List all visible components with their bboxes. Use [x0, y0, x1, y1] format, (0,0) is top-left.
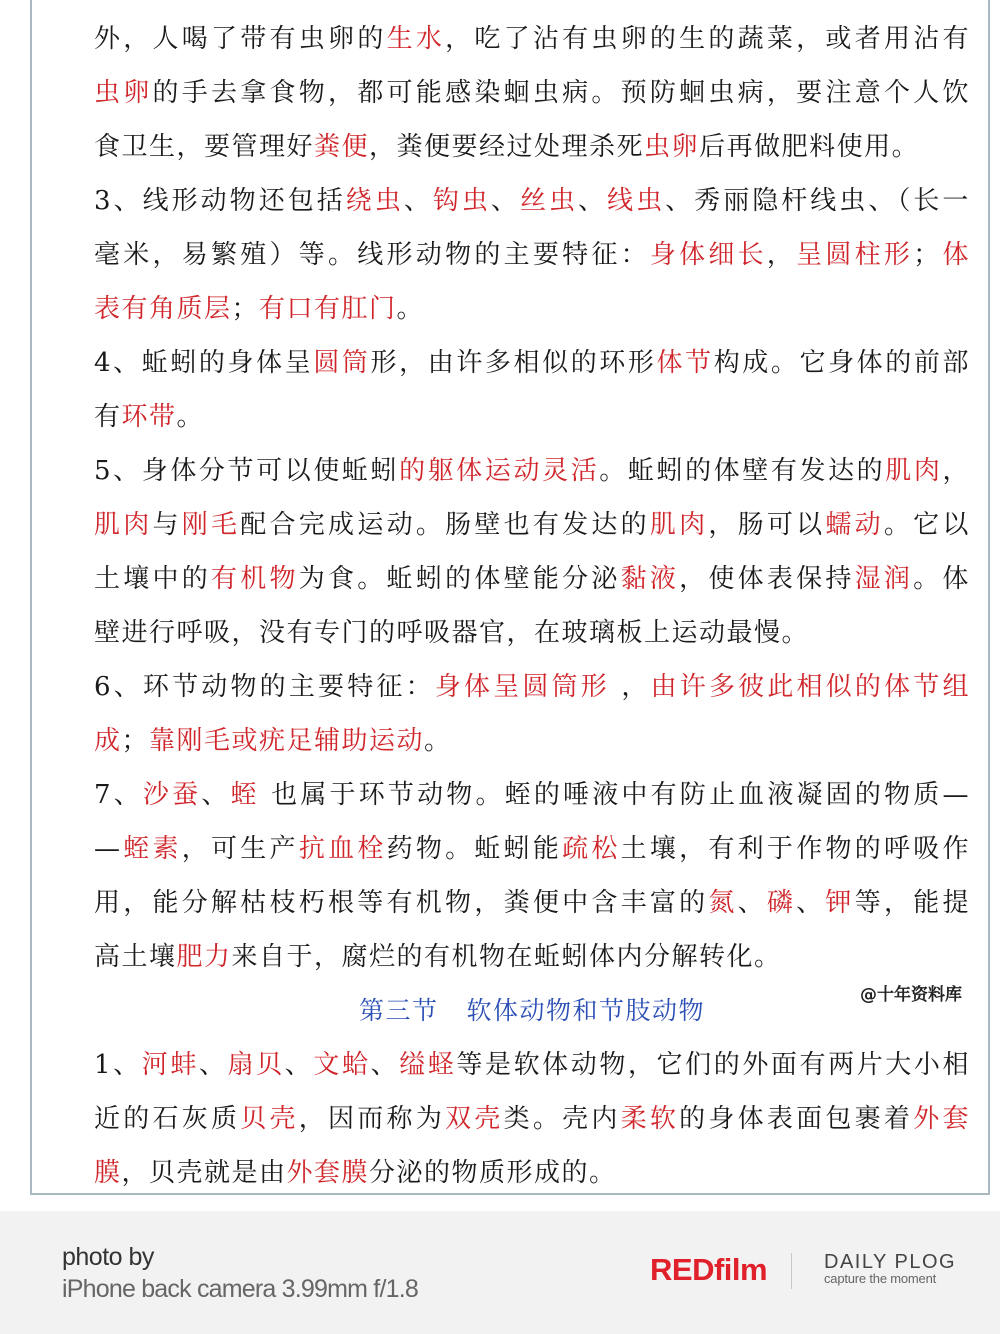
body-text: ，	[942, 456, 970, 486]
body-text: 。	[176, 402, 205, 432]
text-line	[94, 444, 970, 498]
text-line	[94, 930, 970, 984]
body-text: 、	[201, 780, 231, 810]
highlighted-text: 蠕动	[825, 510, 884, 540]
highlighted-text: 磷	[766, 888, 797, 918]
text-line	[94, 390, 970, 444]
highlighted-text: 沙蚕	[142, 780, 202, 810]
highlighted-text: 扇贝	[227, 1050, 285, 1080]
highlighted-text: 钾	[825, 888, 855, 918]
body-text: 、	[578, 186, 608, 216]
body-text: 的手去拿食物，都可能感染蛔虫病。预防蛔虫病，要注意个人饮	[152, 78, 970, 108]
body-text: ，	[766, 240, 797, 270]
text-line	[94, 336, 970, 390]
body-text: 分泌的物质形成的。	[369, 1158, 617, 1188]
body-text: —	[94, 834, 122, 864]
body-text: 为食。蚯蚓的体壁能分泌	[298, 564, 621, 594]
body-text: 、秀丽隐杆线虫、（长一	[665, 186, 970, 216]
redfilm-logo: REDfilm	[650, 1252, 768, 1287]
highlighted-text: 的躯体运动灵活	[399, 456, 600, 486]
body-text: 壁进行呼吸，没有专门的呼吸器官，在玻璃板上运动最慢。	[94, 618, 810, 648]
highlighted-text: 虫卵	[94, 78, 153, 108]
text-line	[94, 660, 970, 714]
body-text: 3、线形动物还包括	[94, 186, 346, 216]
body-text: 、	[370, 1050, 400, 1080]
highlighted-text: 虫卵	[644, 132, 700, 162]
highlighted-text: 氮	[708, 888, 738, 918]
text-line	[94, 12, 970, 66]
body-text: ，肠可以	[708, 510, 826, 540]
highlighted-text: 肌肉	[649, 510, 709, 540]
body-text: ，粪便要经过处理杀死	[369, 132, 645, 162]
section-title: 软体动物和节肢动物	[466, 996, 706, 1025]
highlighted-text: 体	[940, 240, 970, 270]
highlighted-text: 膜	[94, 1158, 122, 1188]
paragraphs-section-2	[94, 12, 970, 984]
highlighted-text: 疏松	[562, 834, 621, 864]
text-line	[94, 498, 970, 552]
section-heading	[94, 984, 970, 1038]
text-line	[94, 120, 970, 174]
body-text: ，	[609, 672, 651, 702]
body-text: 也属于环节动物。蛭的唾液中有防止血液凝固的物质—	[259, 780, 970, 810]
section-number: 第三节	[358, 996, 439, 1025]
highlighted-text: 粪便	[314, 132, 370, 162]
body-text: ，吃了沾有虫卵的生的蔬菜，或者用沾有	[445, 24, 970, 54]
highlighted-text: 文蛤	[313, 1050, 371, 1080]
highlighted-text: 刚毛	[181, 510, 241, 540]
text-line	[94, 606, 970, 660]
highlighted-text: 肌肉	[94, 510, 153, 540]
highlighted-text: 环带	[121, 402, 177, 432]
paragraphs-section-3	[94, 1038, 970, 1200]
body-text: 有	[94, 402, 122, 432]
body-text: 。蚯蚓的体壁有发达的	[599, 456, 886, 486]
body-text: ，可生产	[181, 834, 299, 864]
highlighted-text: 生水	[386, 24, 446, 54]
highlighted-text: 由许多彼此相似的体节组	[650, 672, 970, 702]
body-text: 。	[396, 294, 425, 324]
body-text: 土壤中的	[94, 564, 212, 594]
body-text: ，使体表保持	[679, 564, 855, 594]
highlighted-text: 体节	[656, 348, 714, 378]
body-text: 近的石灰质	[94, 1104, 241, 1134]
body-text: 6、环节动物的主要特征：	[94, 672, 435, 702]
highlighted-text: 成	[94, 726, 122, 756]
text-line	[94, 282, 970, 336]
highlighted-text: 湿润	[854, 564, 914, 594]
highlighted-text: 肥力	[176, 942, 232, 972]
highlighted-text: 丝虫	[519, 186, 579, 216]
body-text: ；	[121, 726, 150, 756]
body-text: 、	[796, 888, 826, 918]
daily-plog-label: DAILY PLOG	[824, 1251, 957, 1273]
body-text: 、	[198, 1050, 228, 1080]
camera-footer	[0, 1211, 1000, 1334]
highlighted-text: 河蚌	[141, 1050, 199, 1080]
highlighted-text: 表有角质层	[94, 294, 232, 324]
body-text: ，因而称为	[298, 1104, 446, 1134]
body-text: 1、	[94, 1050, 142, 1080]
highlighted-text: 蛭素	[121, 834, 182, 864]
text-line	[94, 822, 970, 876]
highlighted-text: 身体细长	[649, 240, 767, 270]
highlighted-text: 黏液	[620, 564, 680, 594]
body-text: 、	[403, 186, 433, 216]
text-line	[94, 174, 970, 228]
highlighted-text: 有机物	[211, 564, 299, 594]
highlighted-text: 呈圆柱形	[796, 240, 914, 270]
highlighted-text: 肌肉	[885, 456, 943, 486]
text-line	[94, 714, 970, 768]
highlighted-text: 有口有肛门	[259, 294, 397, 324]
highlighted-text: 蛭	[230, 780, 260, 810]
body-text: 。体	[913, 564, 970, 594]
highlighted-text: 缢蛏	[399, 1050, 457, 1080]
body-text: 食卫生，要管理好	[94, 132, 315, 162]
body-text: 、	[490, 186, 520, 216]
body-text: 、	[284, 1050, 314, 1080]
text-line	[94, 1038, 970, 1092]
body-text: 外，人喝了带有虫卵的	[94, 24, 387, 54]
highlighted-text: 绕虫	[345, 186, 404, 216]
body-text: 。	[424, 726, 452, 756]
text-line	[94, 552, 970, 606]
body-text: 等，能提	[854, 888, 970, 918]
body-text: 用，能分解枯枝朽根等有机物，粪便中含丰富的	[94, 888, 709, 918]
text-line	[94, 1092, 970, 1146]
photo-by-label: photo by	[62, 1243, 154, 1271]
body-text: 毫米，易繁殖）等。线形动物的主要特征：	[94, 240, 650, 270]
body-text: ；	[913, 240, 941, 270]
body-text: 构成。它身体的前部	[713, 348, 970, 378]
body-text: 等是软体动物，它们的外面有两片大小相	[456, 1050, 970, 1080]
camera-info: iPhone back camera 3.99mm f/1.8	[62, 1275, 418, 1303]
footer-divider	[791, 1253, 792, 1289]
body-text: 。它以	[883, 510, 970, 540]
document-page	[30, 0, 990, 1195]
highlighted-text: 外套膜	[286, 1158, 370, 1188]
highlighted-text: 靠刚毛或疣足辅助运动	[149, 726, 425, 756]
body-text: 形，由许多相似的环形	[370, 348, 657, 378]
highlighted-text: 外套	[913, 1104, 970, 1134]
highlighted-text: 线虫	[607, 186, 666, 216]
highlighted-text: 钩虫	[432, 186, 491, 216]
body-text: 来自于，腐烂的有机物在蚯蚓体内分解转化。	[231, 942, 782, 972]
highlighted-text: 柔软	[620, 1104, 680, 1134]
watermark-text: @十年资料库	[860, 985, 962, 1005]
body-text: 的身体表面包裹着	[679, 1104, 914, 1134]
highlighted-text: 双壳	[445, 1104, 504, 1134]
highlighted-text: 身体呈圆筒形	[434, 672, 610, 702]
text-line	[94, 1146, 970, 1200]
highlighted-text: 贝壳	[240, 1104, 299, 1134]
text-line	[94, 66, 970, 120]
body-text: ，贝壳就是由	[121, 1158, 287, 1188]
highlighted-text: 圆筒	[313, 348, 371, 378]
body-text: 4、蚯蚓的身体呈	[94, 348, 314, 378]
body-text: 配合完成运动。肠壁也有发达的	[240, 510, 650, 540]
text-line	[94, 876, 970, 930]
body-text: 土壤，有利于作物的呼吸作	[620, 834, 970, 864]
body-text: 类。壳内	[503, 1104, 621, 1134]
body-text: 后再做肥料使用。	[699, 132, 920, 162]
body-text: 5、身体分节可以使蚯蚓	[94, 456, 400, 486]
document-content	[94, 12, 970, 1200]
text-line	[94, 228, 970, 282]
body-text: 7、	[94, 780, 143, 810]
text-line	[94, 768, 970, 822]
body-text: 药物。蚯蚓能	[386, 834, 563, 864]
body-text: ；	[231, 294, 260, 324]
body-text: 高土壤	[94, 942, 177, 972]
tagline: capture the moment	[824, 1271, 937, 1286]
body-text: 、	[737, 888, 767, 918]
body-text: 与	[152, 510, 182, 540]
highlighted-text: 抗血栓	[298, 834, 387, 864]
